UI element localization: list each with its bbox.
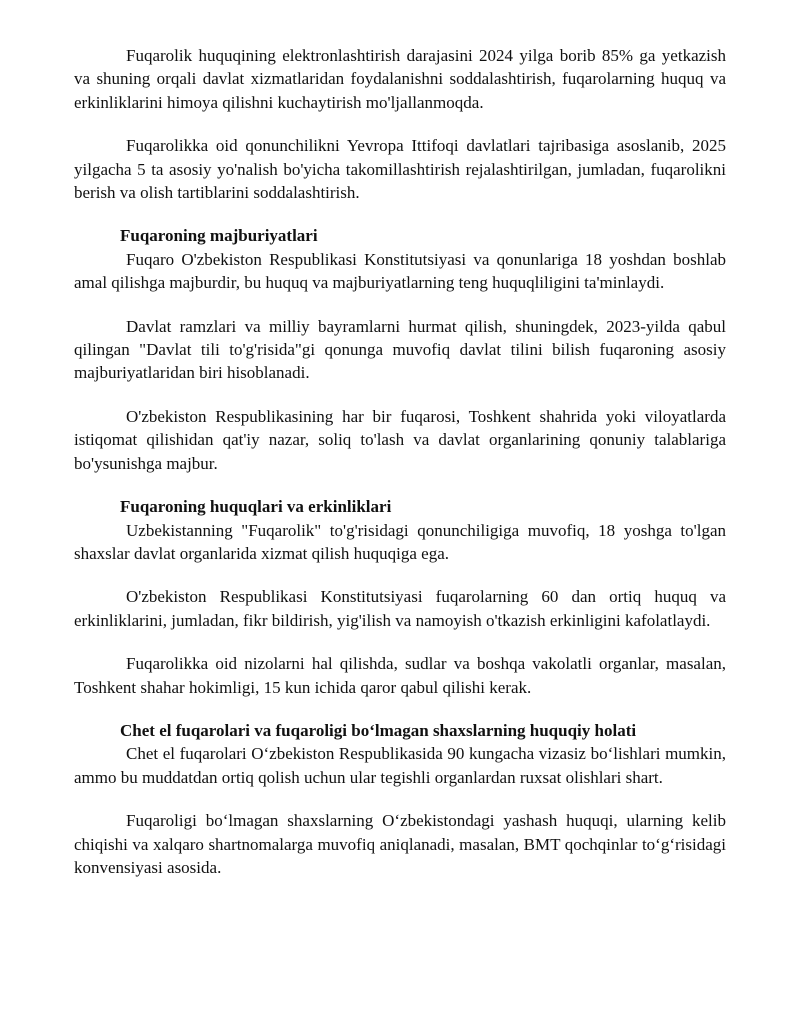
section-heading-foreigners: Chet el fuqarolari va fuqaroligi boʻlmagan shaxslarning huquqiy holati [120, 720, 637, 740]
paragraph: Fuqaro O'zbekiston Respublikasi Konstitutsiyasi va qonunlariga 18 yoshdan boshlab amal qilishga majburdir, bu huquq va majburiyatlarning teng huquqliligini ta'minlaydi. [74, 249, 726, 293]
paragraph: Fuqarolikka oid qonunchilikni Yevropa Ittifoqi davlatlari tajribasiga asoslanib, 2025 yilgacha 5 ta asosiy yo'nalish bo'yicha takomillashtirish rejalashtirilgan, jumladan, fuqarolikni berish va olish tartiblarini soddalashtirish. [74, 136, 726, 203]
paragraph: Chet el fuqarolari Oʻzbekiston Respublikasida 90 kungacha vizasiz boʻlishlari mumkin, ammo bu muddatdan ortiq qolish uchun ular tegishli organlardan ruxsat olishlari shart. [74, 744, 726, 787]
paragraph: Fuqarolik huquqining elektronlashtirish darajasini 2024 yilga borib 85% ga yetkazish va shuning orqali davlat xizmatlaridan foydalanishni soddalashtirish, fuqarolarning huquq va erkinliklarini himoya qilishni kuchaytirish mo'ljallanmoqda. [74, 46, 726, 112]
paragraph: Fuqaroligi boʻlmagan shaxslarning Oʻzbekistondagi yashash huquqi, ularning kelib chiqishi va xalqaro shartnomalarga muvofiq aniqlanadi, masalan, BMT qochqinlar toʻgʻrisidagi konvensiyasi asosida. [74, 811, 726, 877]
paragraph: Uzbekistanning "Fuqarolik" to'g'risidagi qonunchiligiga muvofiq, 18 yoshga to'lgan shaxslar davlat organlarida xizmat qilish huquqiga ega. [74, 520, 726, 563]
section-heading-obligations: Fuqaroning majburiyatlari [120, 226, 318, 246]
paragraph: Davlat ramzlari va milliy bayramlarni hurmat qilish, shuningdek, 2023-yilda qabul qilingan "Davlat tili to'g'risida"gi qonunga muvofiq davlat tilini bilish fuqaroning asosiy majburiyatlaridan biri hisoblanadi. [74, 316, 726, 383]
paragraph: O'zbekiston Respublikasining har bir fuqarosi, Toshkent shahrida yoki viloyatlarda istiqomat qilishidan qat'iy nazar, soliq to'lash va davlat organlarining qonuniy talablariga bo'ysunishga majbur. [74, 406, 726, 473]
paragraph: Fuqarolikka oid nizolarni hal qilishda, sudlar va boshqa vakolatli organlar, masalan, Toshkent shahar hokimligi, 15 kun ichida qaror qabul qilishi kerak. [74, 654, 726, 697]
paragraph: O'zbekiston Respublikasi Konstitutsiyasi fuqarolarning 60 dan ortiq huquq va erkinliklarini, jumladan, fikr bildirish, yig'ilish va namoyish o'tkazish erkinligini kafolatlaydi. [74, 587, 726, 630]
section-heading-rights: Fuqaroning huquqlari va erkinliklari [120, 497, 392, 517]
